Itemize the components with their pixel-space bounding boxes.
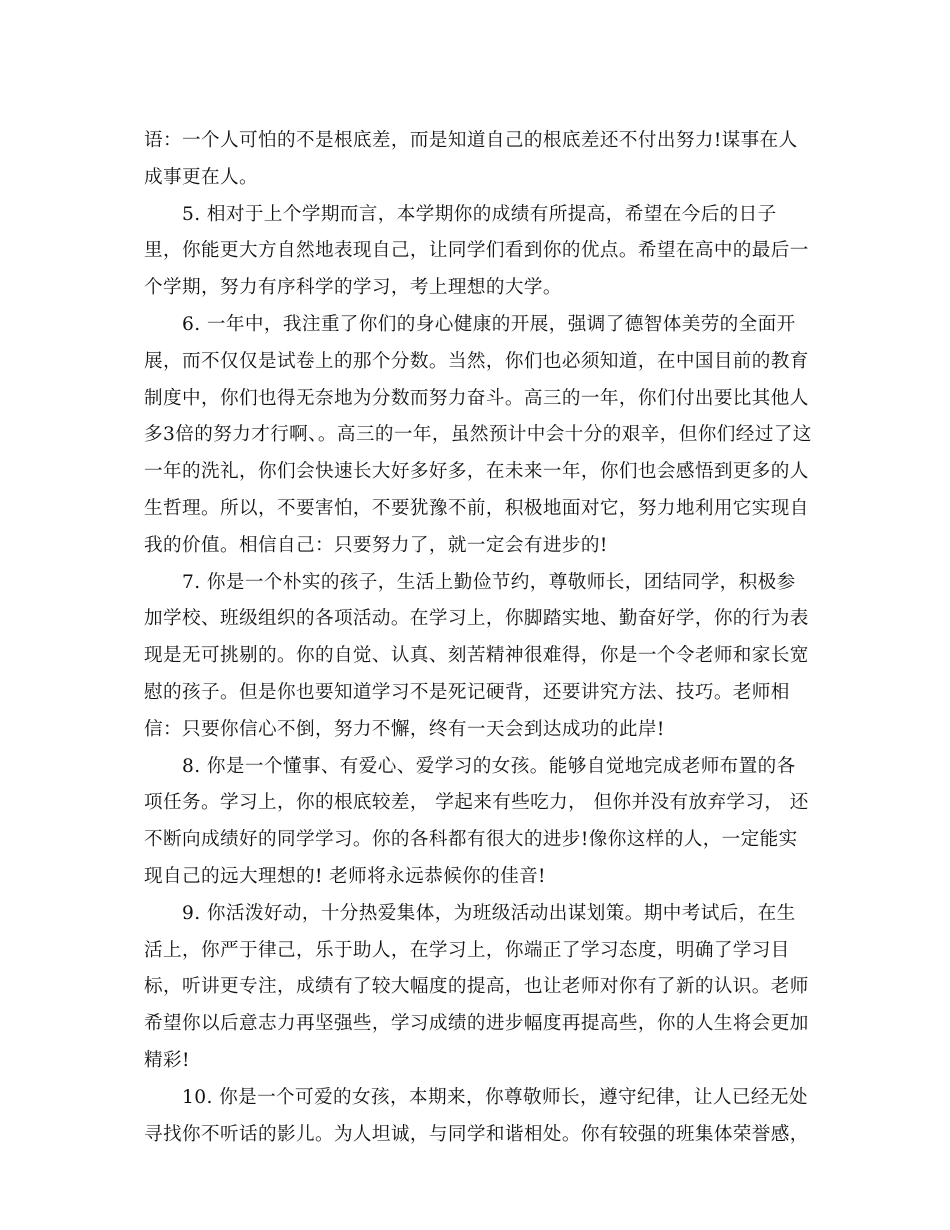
paragraph-7: 7. 你是一个朴实的孩子，生活上勤俭节约，尊敬师长，团结同学，积极参加学校、班级组织的各项活动。在学习上，你脚踏实地、勤奋好学，你的行为表现是无可挑剔的。你的自觉、认真、刻苦精神很难得，你是一个令老师和家长宽慰的孩子。但是你也要知道学习不是死记硬背，还要讲究方法、技巧。老师相信：只要你信心不倒，努力不懈，终有一天会到达成功的此岸! <box>144 571 809 740</box>
document-body <box>144 123 812 1153</box>
paragraph-6: 6. 一年中，我注重了你们的身心健康的开展，强调了德智体美劳的全面开展，而不仅仅是试卷上的那个分数。当然，你们也必须知道，在中国目前的教育制度中，你们也得无奈地为分数而努力奋斗。高三的一年，你们付出要比其他人多3倍的努力才行啊、。高三的一年，虽然预计中会十分的艰辛，但你们经过了这一年的洗礼，你们会快速长大好多好多，在未来一年，你们也会感悟到更多的人生哲理。所以，不要害怕，不要犹豫不前，积极地面对它，努力地利用它实现自我的价值。相信自己：只要努力了，就一定会有进步的! <box>144 313 812 556</box>
paragraph-9: 9. 你活泼好动，十分热爱集体，为班级活动出谋划策。期中考试后，在生活上，你严于律己，乐于助人，在学习上，你端正了学习态度，明确了学习目标，听讲更专注，成绩有了较大幅度的提高，也让老师对你有了新的认识。老师希望你以后意志力再坚强些，学习成绩的进步幅度再提高些，你的人生将会更加精彩! <box>144 902 809 1071</box>
paragraph-8: 8. 你是一个懂事、有爱心、爱学习的女孩。能够自觉地完成老师布置的各项任务。学习上，你的根底较差， 学起来有些吃力， 但你并没有放弃学习， 还不断向成绩好的同学学习。你的各科都有很大的进步!像你这样的人，一定能实现自己的远大理想的! 老师将永远恭候你的佳音! <box>144 755 809 887</box>
paragraph-10: 10. 你是一个可爱的女孩，本期来，你尊敬师长，遵守纪律，让人已经无处寻找你不听话的影儿。为人坦诚，与同学和谐相处。你有较强的班集体荣誉感， <box>144 1086 809 1145</box>
paragraph-5: 5. 相对于上个学期而言，本学期你的成绩有所提高，希望在今后的日子里，你能更大方自然地表现自己，让同学们看到你的优点。希望在高中的最后一个学期，努力有序科学的学习，考上理想的大学。 <box>144 203 809 299</box>
paragraph-continued: 语：一个人可怕的不是根底差，而是知道自己的根底差还不付出努力!谋事在人成事更在人。 <box>144 130 798 188</box>
